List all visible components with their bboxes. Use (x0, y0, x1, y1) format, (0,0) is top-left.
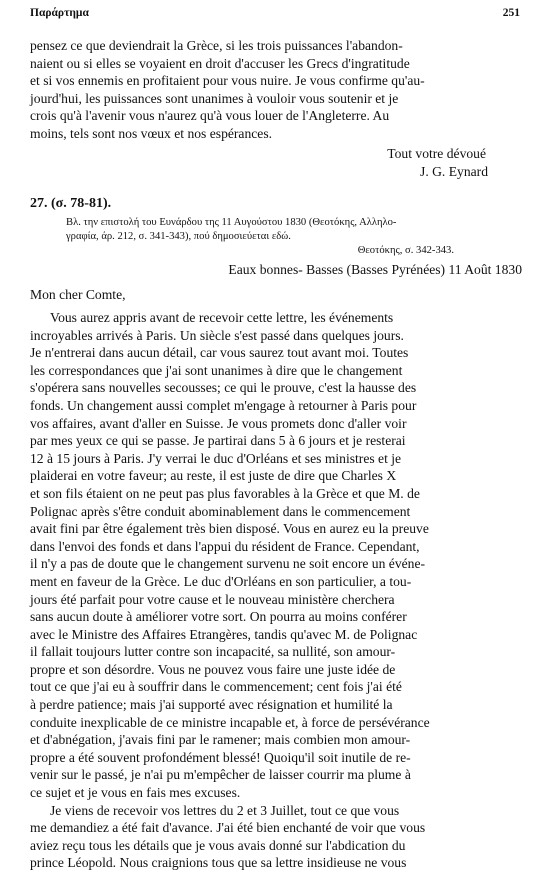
letter-line: à perdre patience; mais j'ai supporté avec résignation et humilité la (30, 697, 393, 713)
letter-line: dans l'envoi des fonds et dans l'appui du résident de France. Cependant, (30, 538, 420, 554)
running-title: Παράρτημα (30, 7, 89, 19)
citation-line: γραφία, άρ. 212, σ. 341-343), πού δημοσιεύεται εδώ. (66, 230, 291, 242)
letter-line: incroyables arrivés à Paris. Un siècle s'est passé dans quelques jours. (30, 327, 404, 343)
letter-line: il fallait toujours lutter contre son incapacité, sa nullité, son amour- (30, 644, 396, 660)
salutation: Mon cher Comte, (30, 287, 126, 302)
running-header (30, 7, 520, 23)
letter-line: les correspondances que j'ai sont unanimes à dire que le changement (30, 362, 403, 378)
letter-line: jours été parfait pour votre cause et le nouveau ministère cherchera (30, 591, 395, 607)
letter-line: conduite inexplicable de ce ministre incapable et, à force de persévérance (30, 714, 430, 730)
letter-line: propre et son désordre. Vous ne pouvez vous faire une juste idée de (30, 661, 396, 677)
citation-note (66, 216, 514, 257)
text-line: jourd'hui, les puissances sont unanimes à vouloir vous soutenir et je (30, 90, 399, 106)
letter-line: plaiderai en votre faveur; au reste, il est juste de dire que Charles X (30, 468, 397, 484)
letter-line: et d'abnégation, j'avais fini par le ramener; mais combien mon amour- (30, 732, 411, 748)
letter-line: Je n'entrerai dans aucun détail, car vous saurez tout avant moi. Toutes (30, 345, 409, 361)
letter-line: prince Léopold. Nous craignions tous que sa lettre insidieuse ne vous (30, 855, 407, 871)
text-line: et si vos ennemis en profitaient pour vous nuire. Je vous confirme qu'au- (30, 73, 425, 89)
letter-line: avec le Ministre des Affaires Etrangères, tandis qu'avec M. de Polignac (30, 626, 418, 642)
letter-line: tout ce que j'ai eu à souffrir dans le commencement; cent fois j'ai été (30, 679, 402, 695)
letter-line: 12 à 15 jours à Paris. J'y verrai le duc d'Orléans et ses ministres et je (30, 450, 402, 466)
text-line: naient ou si elles se voyaient en droit d'accuser les Grecs d'ingratitude (30, 55, 410, 71)
letter-line: venir sur le passé, je n'ai pu m'empêcher de laisser courrir ma plume à (30, 767, 411, 783)
place-and-date: Eaux bonnes- Basses (Basses Pyrénées) 11 Août 1830 (228, 262, 522, 277)
text-line: pensez ce que deviendrait la Grèce, si les trois puissances l'abandon- (30, 38, 403, 53)
letter-line: vos affaires, avant d'aller en Suisse. Je vous promets donc d'aller voir (30, 415, 407, 431)
letter-body (30, 309, 522, 872)
page-number: 251 (502, 7, 520, 19)
closing-phrase: Tout votre dévoué (387, 146, 486, 161)
letter-line: ment en faveur de la Grèce. Le duc d'Orléans en son particulier, a tou- (30, 573, 412, 589)
letter-line: s'opérera sans nouvelles secousses; ce qui le prouve, c'est la hausse des (30, 380, 417, 396)
signature: J. G. Eynard (420, 163, 488, 179)
letter-line: par mes yeux ce qui se passe. Je partirai dans 5 à 6 jours et je resterai (30, 433, 406, 449)
letter-line: avait fini par être également très bien disposé. Vous en aurez eu la preuve (30, 521, 429, 537)
letter-line: propre a été souvent profondément blessé! Quoiqu'il soit inutile de re- (30, 749, 411, 765)
document-heading-block (30, 195, 522, 213)
previous-letter-ending (30, 37, 522, 143)
text-line: moins, tels sont nos vœux et nos espérances. (30, 125, 273, 141)
letter-line: Vous aurez appris avant de recevoir cette lettre, les événements (50, 310, 394, 325)
letter-line: sans aucun doute à améliorer votre sort. On pourra au moins conférer (30, 609, 407, 625)
citation-source: Θεοτόκης, σ. 342-343. (357, 244, 454, 256)
letter-line: aviez reçu tous les détails que je vous avais donné sur l'abdication du (30, 837, 406, 853)
text-line: crois qu'à l'avenir vous n'aurez qu'à vous louer de l'Angleterre. Au (30, 108, 390, 124)
document-heading: 27. (σ. 78-81). (30, 196, 112, 211)
letter-line: il n'y a pas de doute que le changement survenu ne soit encore un événe- (30, 556, 426, 572)
letter-line: fonds. Un changement aussi complet m'engage à retourner à Paris pour (30, 397, 417, 413)
previous-letter-closing (30, 145, 522, 180)
letter-line: Je viens de recevoir vos lettres du 2 et 3 Juillet, tout ce que vous (50, 802, 400, 818)
salutation-block (30, 286, 522, 304)
letter-line: Polignac après s'être conduit abominablement dans le commencement (30, 503, 411, 519)
letter-line: me demandiez a été fait d'avance. J'ai été bien enchanté de voir que vous (30, 820, 426, 836)
place-date-block (30, 261, 522, 279)
citation-line: Βλ. την επιστολή του Ευνάρδου της 11 Αυγούστου 1830 (Θεοτόκης, Αλληλο- (66, 217, 397, 228)
letter-line: ce sujet et je vous en fais mes excuses. (30, 785, 241, 801)
letter-line: et son fils étaient on ne peut pas plus favorables à la Grèce et que M. de (30, 485, 420, 501)
